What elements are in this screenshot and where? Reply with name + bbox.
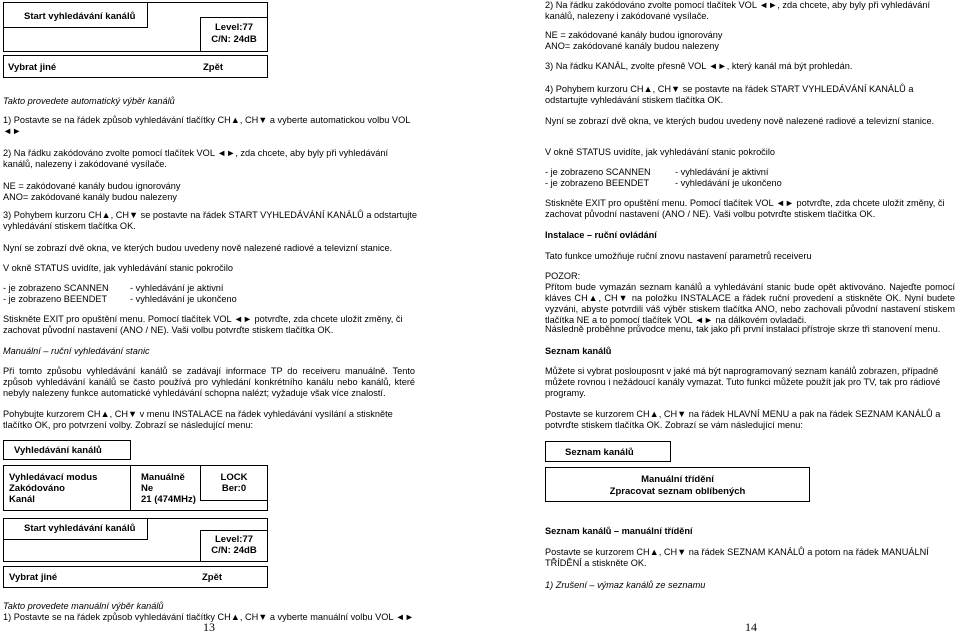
left-move-text: Pohybujte kurzorem CH▲, CH▼ v menu INSTALACE na řádek vyhledávání vysílání a stiskněte tlačítko OK, pro potvrzení volby. Zobrazí se následující menu: xyxy=(3,409,393,430)
left-step2: 2) Na řádku zakódováno zvolte pomocí tlačítek VOL ◄►, zda chcete, aby byly při vyhledávání kanálů, nalezeny i zakódované vysílače. xyxy=(3,148,389,169)
right-step3: 3) Na řádku KANÁL, zvolte přesně VOL ◄►, který kanál má být prohledán. xyxy=(545,61,853,71)
right-scan-b: - vyhledávání je aktivní xyxy=(675,167,769,177)
cn-readout-2: C/N: 24dB xyxy=(211,545,257,556)
manual-search-heading: Manuální – ruční vyhledávání stanic xyxy=(3,346,150,356)
level-readout-2: Level:77 xyxy=(214,534,254,545)
pozor-label: POZOR: xyxy=(545,271,581,281)
left-status-intro: V okně STATUS uvidíte, jak vyhledávání stanic pokročilo xyxy=(3,263,233,273)
favorites-item[interactable]: Zpracovat seznam oblíbených xyxy=(609,486,746,497)
left-scan-b: - vyhledávání je aktivní xyxy=(130,283,224,293)
channel-list-heading: Seznam kanálů xyxy=(545,346,612,356)
level-readout: Level:77 xyxy=(214,22,254,33)
channel-label: Kanál xyxy=(9,494,35,505)
channel-list-text: Můžete si vybrat poslouposnt v jaké má být naprogramovaný seznam kanálů zobrazen, případně můžete rovnou i nežádoucí kanály vymazat. Tuto funkci můžete použít jak pro TV, tak pro rádiové programy. xyxy=(545,366,941,398)
manual-sort-item[interactable]: Manuální třídění xyxy=(641,474,714,485)
left-scan-a: - je zobrazeno SCANNEN xyxy=(3,283,109,293)
encoded-value[interactable]: Ne xyxy=(141,483,154,494)
page-number-right: 14 xyxy=(745,620,757,634)
right-step2: 2) Na řádku zakódováno zvolte pomocí tlačítek VOL ◄►, zda chcete, aby byly při vyhledávání kanálů, nalezeny i zakódované vysílače. xyxy=(545,0,931,21)
manual-search-text: Při tomto způsobu vyhledávání kanálů se zadávají informace TP do receiveru manuálně. Tento způsob vyhledávání kanálů se často používá pro vyhledání konkrétního kanálu nebo kanálů, které nebyly nalezeny funkce automatické vyhledávání schopna nalézt; vyžaduje však více znalostí. xyxy=(3,366,415,398)
start-search-title-2: Start vyhledávání kanálů xyxy=(24,523,136,534)
cn-readout: C/N: 24dB xyxy=(211,34,257,45)
manual-step1: 1) Postavte se na řádek způsob vyhledávání tlačítky CH▲, CH▼ a vyberte manuální volbu VOL ◄► xyxy=(3,612,414,622)
lock-status: LOCK xyxy=(220,472,248,483)
left-been-b: - vyhledávání je ukončeno xyxy=(130,294,237,304)
back-button-2[interactable]: Zpět xyxy=(202,572,223,583)
install-text: Tato funkce umožňuje ruční znovu nastavení parametrů receiveru xyxy=(545,251,812,261)
manual-sort-heading: Seznam kanálů – manuální třídění xyxy=(545,526,693,536)
page-number-left: 13 xyxy=(203,620,215,634)
right-step4: 4) Pohybem kurzoru CH▲, CH▼ se postavte na řádek START VYHLEDÁVÁNÍ KANÁLŮ a odstartujte vyhledávání stiskem tlačítka OK. xyxy=(545,84,914,105)
channel-list-nav: Postavte se kurzorem CH▲, CH▼ na řádek HLAVNÍ MENU a pak na řádek SEZNAM KANÁLŮ a potvrďte stiskem tlačítka OK. Zobrazí se vám následující menu: xyxy=(545,409,941,430)
install-heading: Instalace – ruční ovládání xyxy=(545,230,657,240)
select-other-button[interactable]: Vybrat jiné xyxy=(8,62,57,73)
search-mode-label: Vyhledávací modus xyxy=(9,472,98,483)
manual-sort-text: Postavte se kurzorem CH▲, CH▼ na řádek SEZNAM KANÁLŮ a potom na řádek MANUÁLNÍ TŘÍDĚNÍ a stiskněte OK. xyxy=(545,547,929,568)
right-ano-line: ANO= zakódované kanály budou nalezeny xyxy=(545,41,719,51)
left-step3: 3) Pohybem kurzoru CH▲, CH▼ se postavte na řádek START VYHLEDÁVÁNÍ KANÁLŮ a odstartujte vyhledávání stiskem tlačítka OK. xyxy=(3,210,417,231)
left-exit-text: Stiskněte EXIT pro opuštění menu. Pomocí tlačítek VOL ◄► potvrďte, zda chcete uložit změny, či zachovat původní nastavení (ANO / NE). Vaši volbu potvrďte stiskem tlačítka OK. xyxy=(3,314,403,335)
start-search-title: Start vyhledávání kanálů xyxy=(24,11,136,22)
right-ne-line: NE = zakódované kanály budou ignorovány xyxy=(545,30,723,40)
right-status-intro: V okně STATUS uvidíte, jak vyhledávání stanic pokročilo xyxy=(545,147,775,157)
narrow-heading: 1) Zrušení – výmaz kanálů ze seznamu xyxy=(545,580,706,590)
ber-status: Ber:0 xyxy=(221,483,247,494)
back-button[interactable]: Zpět xyxy=(203,62,224,73)
search-mode-value[interactable]: Manuálně xyxy=(141,472,185,483)
auto-select-heading: Takto provedete automatický výběr kanálů xyxy=(3,96,175,106)
channel-value[interactable]: 21 (474MHz) xyxy=(141,494,196,505)
left-ne-line: NE = zakódované kanály budou ignorovány xyxy=(3,181,181,191)
right-been-a: - je zobrazeno BEENDET xyxy=(545,178,650,188)
left-two-windows: Nyní se zobrazí dvě okna, ve kterých budou uvedeny nově nalezené radiové a televizní stanice. xyxy=(3,243,393,253)
left-step1: 1) Postavte se na řádek způsob vyhledávání tlačítky CH▲, CH▼ a vyberte automatickou volbu VOL ◄► xyxy=(3,115,410,136)
right-exit-text: Stiskněte EXIT pro opuštění menu. Pomocí tlačítek VOL ◄► potvrďte, zda chcete uložit změny, či zachovat původní nastavení (ANO / NE). Vaši volbu potvrďte stiskem tlačítka OK. xyxy=(545,198,945,219)
manual-select-heading: Takto provedete manuální výběr kanálů xyxy=(3,601,164,611)
select-other-button-2[interactable]: Vybrat jiné xyxy=(9,572,58,583)
encoded-label: Zakódováno xyxy=(9,483,65,494)
right-been-b: - vyhledávání je ukončeno xyxy=(675,178,782,188)
channel-list-title: Seznam kanálů xyxy=(565,447,634,458)
channel-search-title: Vyhledávání kanálů xyxy=(14,445,102,456)
left-ano-line: ANO= zakódované kanály budou nalezeny xyxy=(3,192,177,202)
right-two-windows: Nyní se zobrazí dvě okna, ve kterých budou uvedeny nově nalezené radiové a televizní stanice. xyxy=(545,116,935,126)
pozor-follow: Následně proběhne průvodce menu, tak jako při první instalaci přístroje skrze tři stanovení menu. xyxy=(545,324,941,334)
left-been-a: - je zobrazeno BEENDET xyxy=(3,294,108,304)
right-scan-a: - je zobrazeno SCANNEN xyxy=(545,167,651,177)
pozor-text: Přítom bude vymazán seznam kanálů a vyhledávání stanic bude opět aktivováno. Najeďte pomocí kláves CH▲, CH▼ na položku INSTALACE a řádek ruční provedení a stiskněte OK. Nyní budete vyzváni, abyste potvrdili váš výběr stiskem tlačítka ANO, nebo zachovali původní nastavení stiskem tlačítka NE a to pomocí tlačítek VOL ◄► na dálkovém ovladači. xyxy=(545,282,955,325)
